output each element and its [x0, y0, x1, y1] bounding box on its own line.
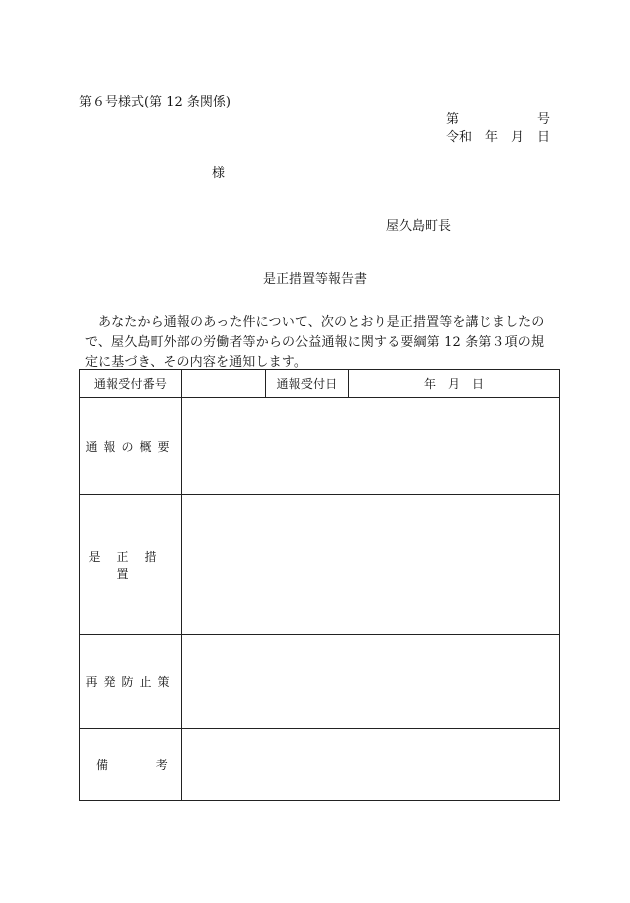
remarks-label-right: 考: [155, 758, 168, 772]
summary-row: [80, 398, 560, 495]
correction-field[interactable]: [182, 495, 560, 635]
receipt-row: [80, 370, 560, 398]
remarks-label-left: 備: [96, 758, 109, 772]
receipt-date-field[interactable]: 年 月 日: [349, 370, 560, 398]
remarks-row: [80, 729, 560, 801]
addressee: 様: [212, 166, 226, 181]
document-date: 令和 年 月 日: [446, 130, 551, 145]
prevention-label: 再発防止策: [80, 635, 182, 729]
receipt-number-label: 通報受付番号: [80, 370, 182, 398]
summary-field[interactable]: [182, 398, 560, 495]
remarks-field[interactable]: [182, 729, 560, 801]
report-table: [79, 369, 560, 801]
correction-label: 是正措置: [80, 495, 182, 635]
remarks-label: [80, 729, 182, 801]
receipt-date-label: 通報受付日: [266, 370, 349, 398]
prevention-row: [80, 635, 560, 729]
form-number: 第６号様式(第 12 条関係): [79, 95, 231, 110]
receipt-number-field[interactable]: [182, 370, 266, 398]
body-paragraph: あなたから通報のあった件について、次のとおり是正措置等を講じましたので、屋久島町外部の労働者等からの公益通報に関する要綱第 12 条第３項の規定に基づき、その内容を通知します。: [85, 315, 545, 370]
document-number-prefix: 第: [446, 112, 460, 127]
document-title: 是正措置等報告書: [262, 272, 367, 287]
document-number-suffix: 号: [536, 112, 550, 127]
prevention-field[interactable]: [182, 635, 560, 729]
summary-label: 通報の概要: [80, 398, 182, 495]
correction-row: [80, 495, 560, 635]
sender-name: 屋久島町長: [386, 219, 452, 234]
